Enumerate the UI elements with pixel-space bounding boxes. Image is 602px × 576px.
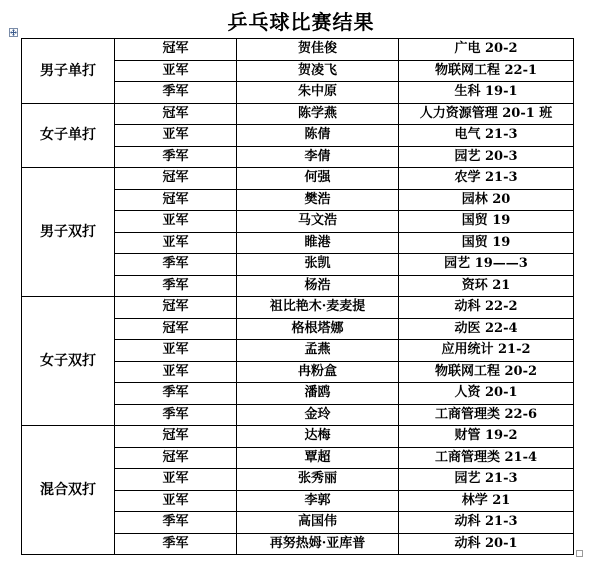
rank-cell: 冠军 xyxy=(115,447,237,469)
player-name-cell: 覃超 xyxy=(237,447,399,469)
class-unit-cell: 动科 22-2 xyxy=(399,297,574,319)
rank-cell: 冠军 xyxy=(115,103,237,125)
player-name-cell: 再努热姆·亚库普 xyxy=(237,533,399,555)
rank-cell: 亚军 xyxy=(115,490,237,512)
class-unit-cell: 园艺 19——3 xyxy=(399,254,574,276)
class-unit-cell: 广电 20-2 xyxy=(399,39,574,61)
class-unit-cell: 资环 21 xyxy=(399,275,574,297)
rank-cell: 亚军 xyxy=(115,232,237,254)
player-name-cell: 陈学燕 xyxy=(237,103,399,125)
class-unit-cell: 工商管理类 22-6 xyxy=(399,404,574,426)
table-row xyxy=(22,39,574,61)
player-name-cell: 贺凌飞 xyxy=(237,60,399,82)
class-unit-cell: 财管 19-2 xyxy=(399,426,574,448)
player-name-cell: 杨浩 xyxy=(237,275,399,297)
results-table-body xyxy=(22,39,574,555)
player-name-cell: 李郭 xyxy=(237,490,399,512)
class-unit-cell: 工商管理类 21-4 xyxy=(399,447,574,469)
player-name-cell: 金玲 xyxy=(237,404,399,426)
player-name-cell: 张凯 xyxy=(237,254,399,276)
class-unit-cell: 应用统计 21-2 xyxy=(399,340,574,362)
rank-cell: 季军 xyxy=(115,533,237,555)
rank-cell: 季军 xyxy=(115,512,237,534)
class-unit-cell: 农学 21-3 xyxy=(399,168,574,190)
rank-cell: 冠军 xyxy=(115,39,237,61)
class-unit-cell: 园艺 20-3 xyxy=(399,146,574,168)
player-name-cell: 张秀丽 xyxy=(237,469,399,491)
player-name-cell: 马文浩 xyxy=(237,211,399,233)
class-unit-cell: 人资 20-1 xyxy=(399,383,574,405)
player-name-cell: 冉粉盒 xyxy=(237,361,399,383)
player-name-cell: 潘鸥 xyxy=(237,383,399,405)
class-unit-cell: 物联网工程 22-1 xyxy=(399,60,574,82)
table-row xyxy=(22,103,574,125)
table-resize-handle[interactable] xyxy=(576,550,583,557)
rank-cell: 亚军 xyxy=(115,125,237,147)
event-category-cell: 女子双打 xyxy=(22,297,115,426)
player-name-cell: 陈倩 xyxy=(237,125,399,147)
event-category-cell: 混合双打 xyxy=(22,426,115,555)
class-unit-cell: 人力资源管理 20-1 班 xyxy=(399,103,574,125)
rank-cell: 季军 xyxy=(115,383,237,405)
player-name-cell: 贺佳俊 xyxy=(237,39,399,61)
player-name-cell: 高国伟 xyxy=(237,512,399,534)
rank-cell: 季军 xyxy=(115,275,237,297)
player-name-cell: 樊浩 xyxy=(237,189,399,211)
event-category-cell: 男子双打 xyxy=(22,168,115,297)
rank-cell: 季军 xyxy=(115,404,237,426)
rank-cell: 冠军 xyxy=(115,297,237,319)
table-move-handle-icon[interactable] xyxy=(9,28,18,37)
class-unit-cell: 动科 20-1 xyxy=(399,533,574,555)
class-unit-cell: 林学 21 xyxy=(399,490,574,512)
player-name-cell: 睢港 xyxy=(237,232,399,254)
rank-cell: 冠军 xyxy=(115,168,237,190)
rank-cell: 亚军 xyxy=(115,211,237,233)
table-row xyxy=(22,297,574,319)
class-unit-cell: 电气 21-3 xyxy=(399,125,574,147)
table-row xyxy=(22,168,574,190)
class-unit-cell: 生科 19-1 xyxy=(399,82,574,104)
player-name-cell: 格根塔娜 xyxy=(237,318,399,340)
rank-cell: 冠军 xyxy=(115,318,237,340)
class-unit-cell: 园艺 21-3 xyxy=(399,469,574,491)
class-unit-cell: 动科 21-3 xyxy=(399,512,574,534)
rank-cell: 季军 xyxy=(115,82,237,104)
rank-cell: 冠军 xyxy=(115,426,237,448)
player-name-cell: 李倩 xyxy=(237,146,399,168)
rank-cell: 亚军 xyxy=(115,340,237,362)
document-title: 乒乓球比赛结果 xyxy=(227,10,375,34)
player-name-cell: 达梅 xyxy=(237,426,399,448)
class-unit-cell: 园林 20 xyxy=(399,189,574,211)
rank-cell: 亚军 xyxy=(115,361,237,383)
player-name-cell: 朱中原 xyxy=(237,82,399,104)
rank-cell: 季军 xyxy=(115,254,237,276)
rank-cell: 亚军 xyxy=(115,60,237,82)
table-row xyxy=(22,426,574,448)
class-unit-cell: 动医 22-4 xyxy=(399,318,574,340)
player-name-cell: 祖比艳木·麦麦提 xyxy=(237,297,399,319)
event-category-cell: 男子单打 xyxy=(22,39,115,104)
event-category-cell: 女子单打 xyxy=(22,103,115,168)
class-unit-cell: 国贸 19 xyxy=(399,211,574,233)
class-unit-cell: 国贸 19 xyxy=(399,232,574,254)
results-table xyxy=(21,38,574,555)
class-unit-cell: 物联网工程 20-2 xyxy=(399,361,574,383)
rank-cell: 亚军 xyxy=(115,469,237,491)
rank-cell: 冠军 xyxy=(115,189,237,211)
player-name-cell: 何强 xyxy=(237,168,399,190)
rank-cell: 季军 xyxy=(115,146,237,168)
player-name-cell: 孟燕 xyxy=(237,340,399,362)
